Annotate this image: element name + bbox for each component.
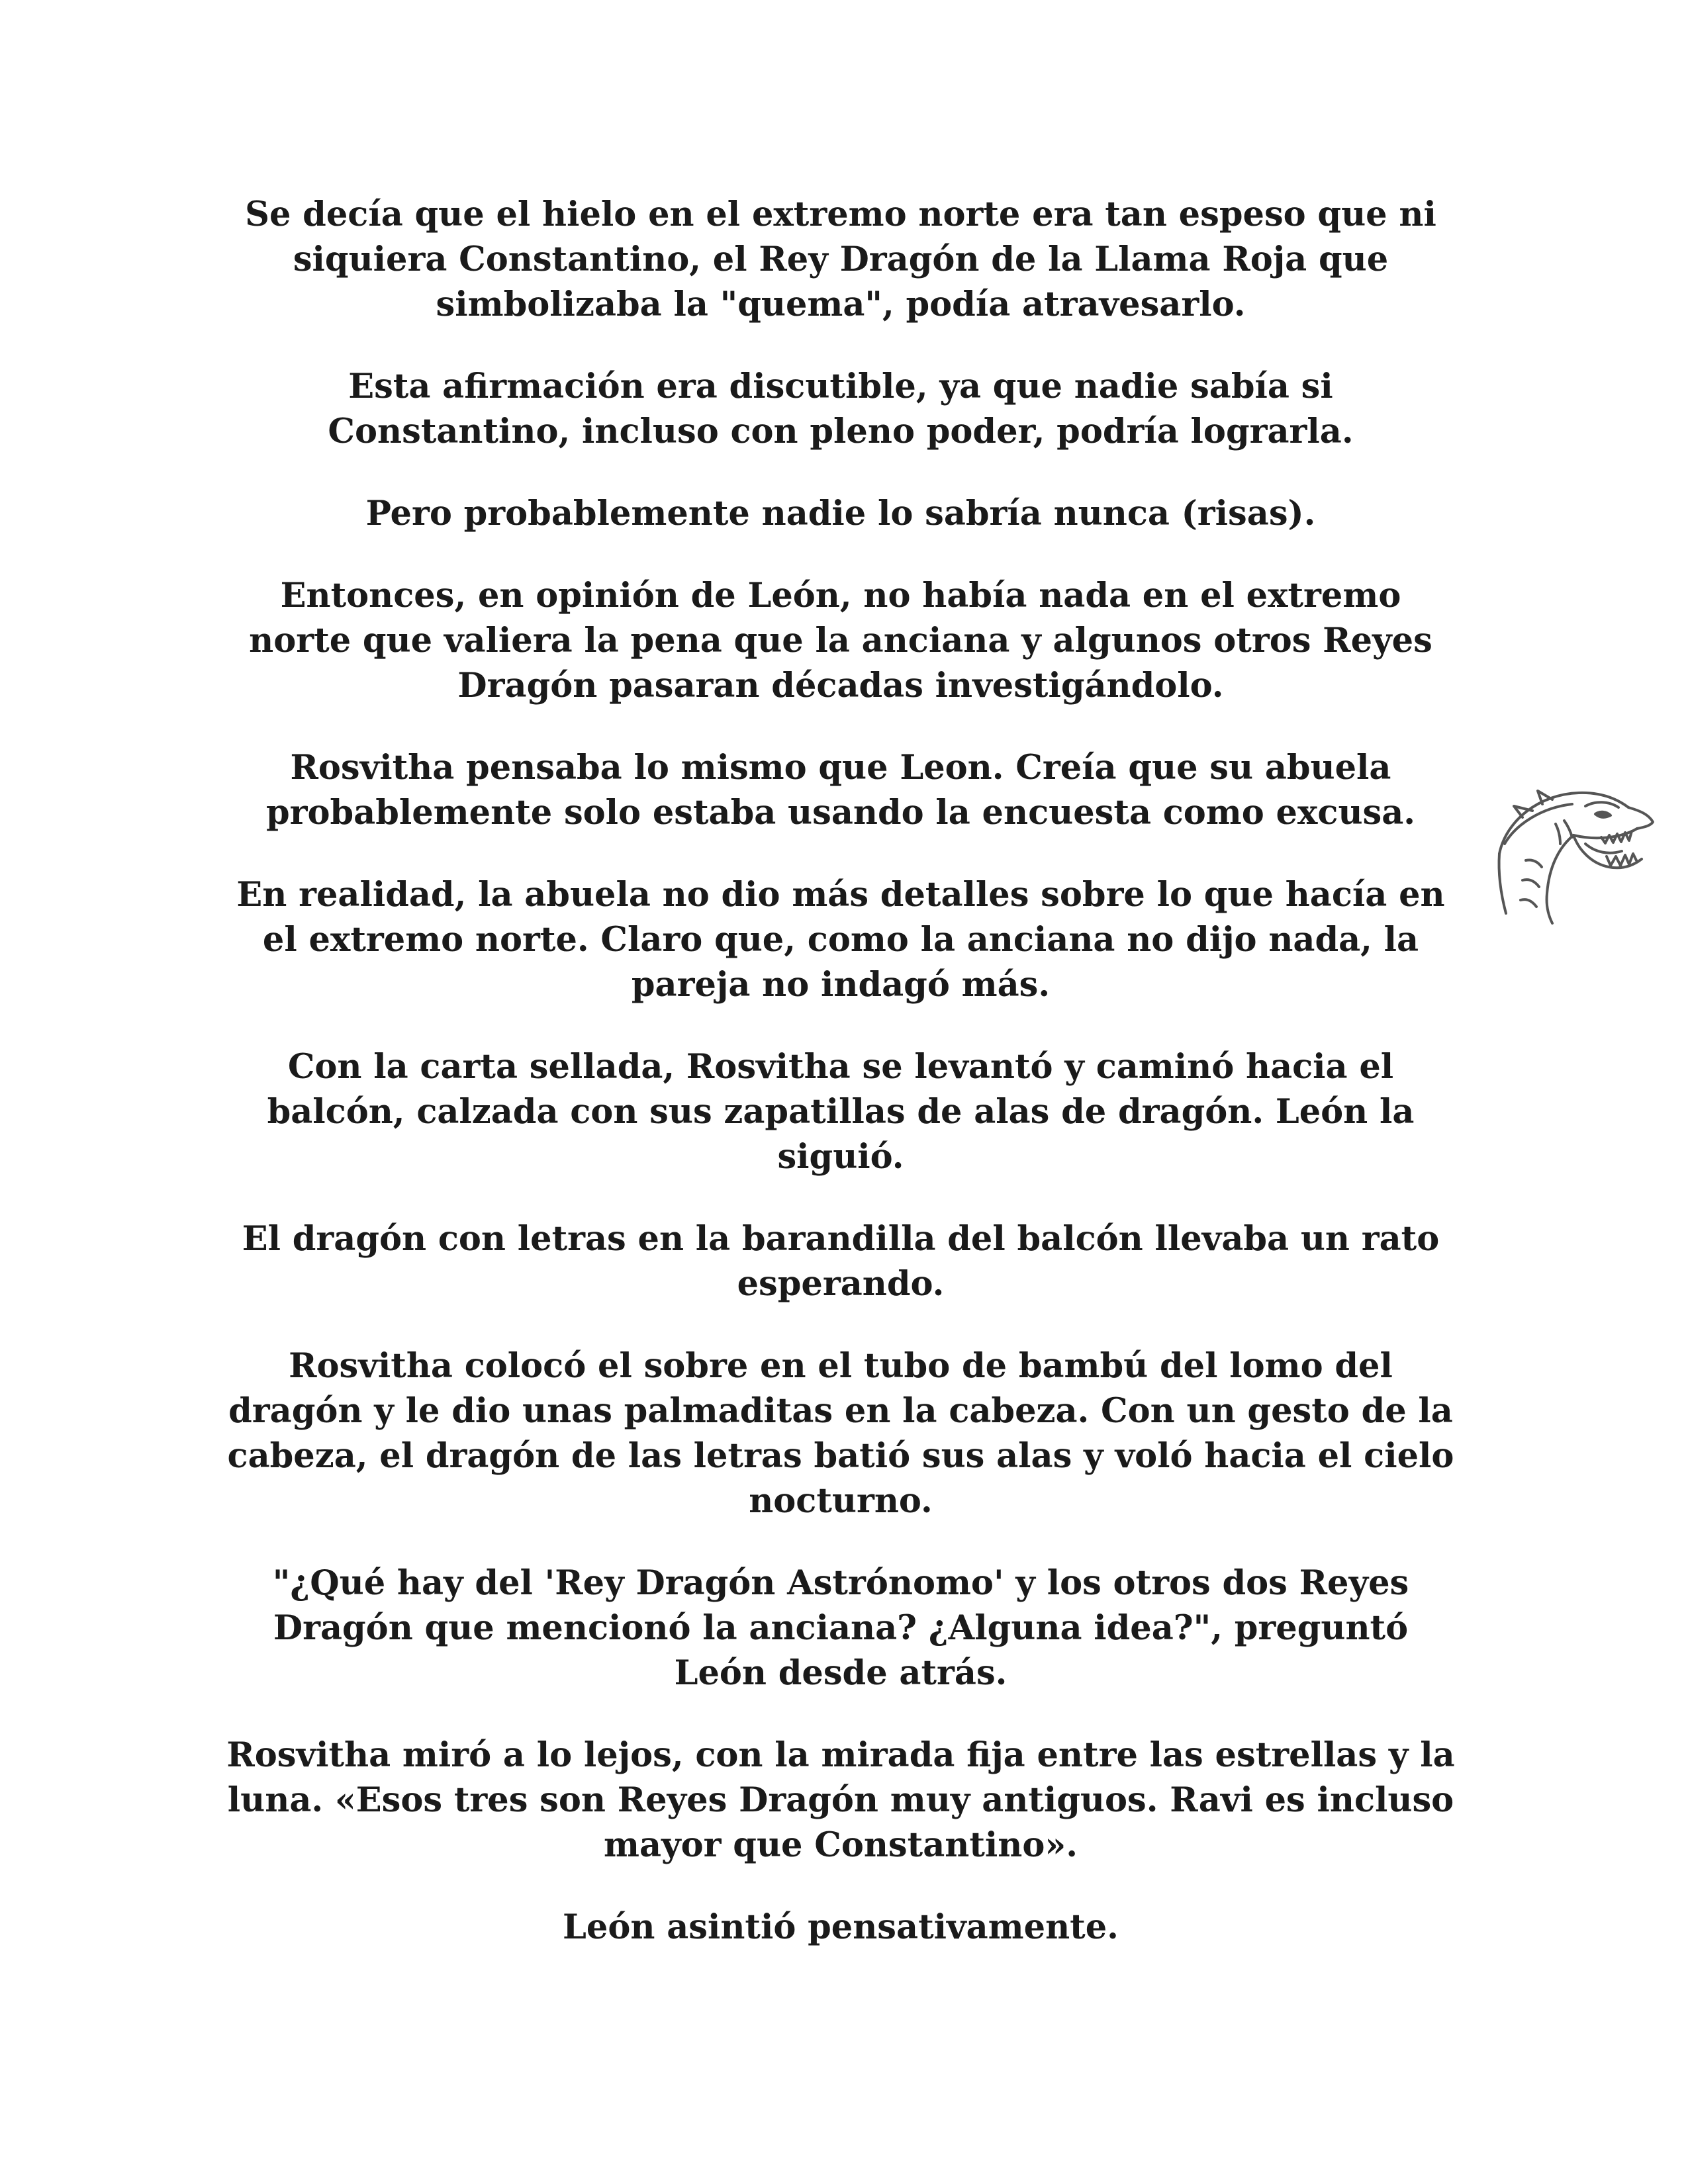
dragon-head-sketch-icon [1486,774,1662,927]
paragraph: León asintió pensativamente. [563,1907,1119,1947]
paragraph: Se decía que el hielo en el extremo norte era tan espeso que ni siquiera Constantino, el Rey Dragón de la Llama Roja que simbolizaba la "quema", podía atravesarlo. [245,195,1436,324]
body-text [225,192,1456,1987]
paragraph: El dragón con letras en la barandilla del balcón llevaba un rato esperando. [242,1219,1440,1304]
paragraph: Con la carta sellada, Rosvitha se levantó y caminó hacia el balcón, calzada con sus zapatillas de alas de dragón. León la siguió. [267,1047,1415,1177]
paragraph: Pero probablemente nadie lo sabría nunca (risas). [365,494,1316,533]
paragraph: Entonces, en opinión de León, no había nada en el extremo norte que valiera la pena que la anciana y algunos otros Reyes Dragón pasaran décadas investigándolo. [249,576,1432,705]
paragraph: Rosvitha colocó el sobre en el tubo de bambú del lomo del dragón y le dio unas palmaditas en la cabeza. Con un gesto de la cabeza, el dragón de las letras batió sus alas y voló hacia el cielo nocturno. [227,1346,1454,1521]
paragraph: En realidad, la abuela no dio más detalles sobre lo que hacía en el extremo norte. Claro que, como la anciana no dijo nada, la pareja no indagó más. [236,875,1445,1005]
paragraph: Rosvitha miró a lo lejos, con la mirada fija entre las estrellas y la luna. «Esos tres son Reyes Dragón muy antiguos. Ravi es incluso mayor que Constantino». [226,1735,1455,1865]
paragraph: Esta afirmación era discutible, ya que nadie sabía si Constantino, incluso con pleno poder, podría lograrla. [328,367,1354,451]
paragraph: Rosvitha pensaba lo mismo que Leon. Creía que su abuela probablemente solo estaba usando la encuesta como excusa. [265,748,1416,833]
paragraph: "¿Qué hay del 'Rey Dragón Astrónomo' y los otros dos Reyes Dragón que mencionó la anciana? ¿Alguna idea?", preguntó León desde atrás. [272,1563,1409,1693]
